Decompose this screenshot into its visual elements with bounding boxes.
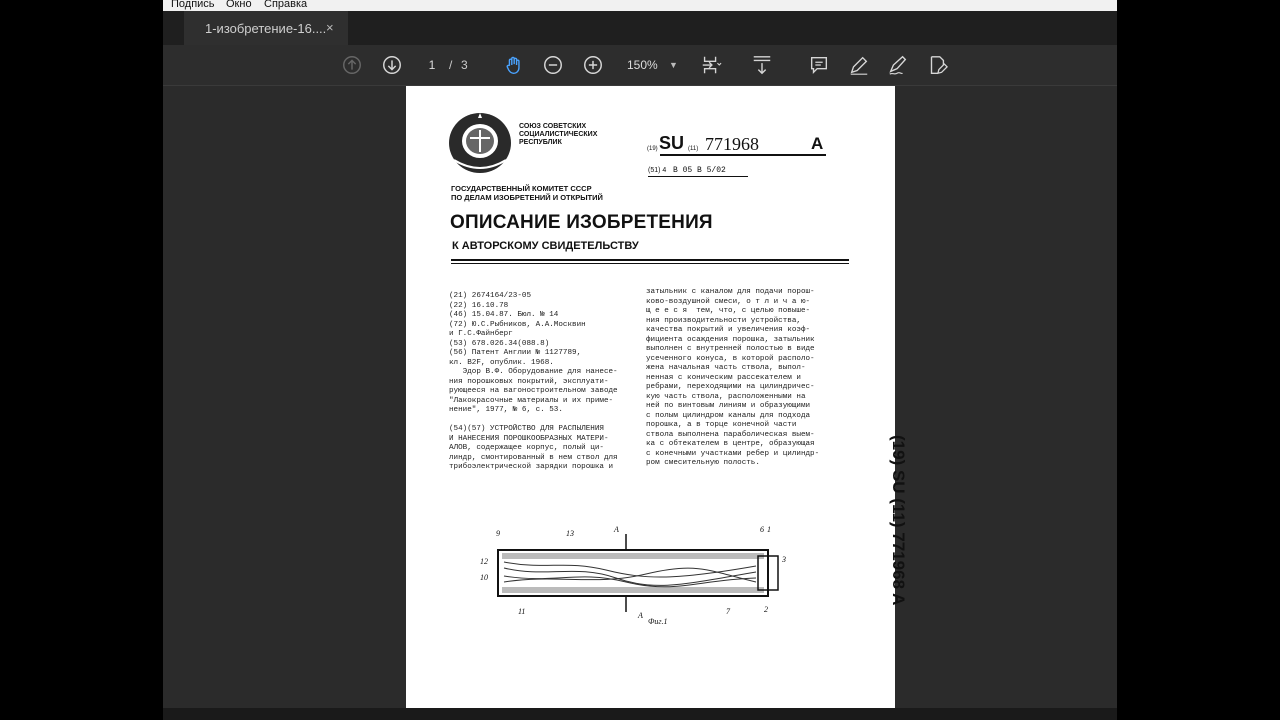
edit-pdf-icon[interactable]: [925, 53, 949, 77]
document-subtitle: К АВТОРСКОМУ СВИДЕТЕЛЬСТВУ: [452, 240, 639, 252]
figure-label-9: 9: [496, 529, 500, 538]
chevron-down-icon[interactable]: ▼: [669, 60, 678, 70]
figure-label-a-top: A: [614, 525, 619, 534]
zoom-in-icon[interactable]: [581, 53, 605, 77]
arrow-up-icon[interactable]: [340, 53, 364, 77]
ipc-class: В 05 В 5/02: [673, 166, 726, 175]
comment-icon[interactable]: [807, 53, 831, 77]
ipc-code: (51) 4: [648, 167, 667, 174]
figure-label-11: 11: [518, 607, 526, 616]
document-title: ОПИСАНИЕ ИЗОБРЕТЕНИЯ: [450, 212, 713, 233]
figure-label-3: 3: [782, 555, 786, 564]
document-tab[interactable]: [184, 11, 348, 45]
document-viewer[interactable]: [163, 86, 1117, 720]
patent-kind: A: [811, 134, 824, 153]
number-prefix: (19): [647, 146, 658, 152]
figure-label-2: 2: [764, 605, 768, 614]
number-underline: [660, 154, 826, 156]
patent-number: 771968: [705, 134, 759, 154]
hand-icon[interactable]: [502, 53, 526, 77]
download-icon[interactable]: [750, 53, 774, 77]
org-line-2: СОЦИАЛИСТИЧЕСКИХ: [519, 131, 598, 138]
org-line-1: СОЮЗ СОВЕТСКИХ: [519, 123, 587, 130]
pdf-page[interactable]: [406, 86, 908, 710]
left-text-column: (21) 2674164/23-05 (22) 16.10.78 (46) 15.04.87. Бюл. № 14 (72) Ю.С.Рыбников, А.А.Москвин и Г.С.Файнберг (53) 678.026.34(088.8) (56) Патент Англии № 1127789, кл. B2F, опублик. 1968. Эдор В.Ф. Оборудование для нанесе- ния порошковых покрытий, эксплуати- рующееся на вагоностроительном заводе "Лакокрасочные материалы и их приме- нение", 1977, № 6, с. 53. (54)(57) УСТРОЙСТВО ДЛЯ РАСПЫЛЕНИЯ И НАНЕСЕНИЯ ПОРОШКООБРАЗНЫХ МАТЕРИ- АЛОВ, содержащее корпус, полый ци- линдр, смонтированный в нем ствол для трибоэлектрической зарядки порошка и: [449, 292, 618, 471]
header-rule-thin: [451, 263, 849, 264]
toolbar: [163, 45, 1117, 86]
page-separator: /: [449, 58, 453, 72]
patent-figure: [476, 520, 806, 630]
country-code: SU: [659, 133, 685, 153]
figure-label-a-bottom: A: [638, 611, 643, 620]
taskbar: [163, 708, 1117, 720]
menu-help[interactable]: Справка: [264, 0, 308, 10]
figure-caption: Фиг.1: [648, 617, 668, 626]
figure-label-13: 13: [566, 529, 574, 538]
menu-bar: [163, 0, 1117, 11]
menu-signature[interactable]: Подпись: [171, 0, 215, 10]
number-code: (11): [688, 146, 699, 152]
tab-title: 1-изобретение-16....: [205, 21, 327, 36]
zoom-out-icon[interactable]: [541, 53, 565, 77]
pdf-reader-window: [163, 0, 1117, 720]
side-patent-number: (19) SU (11) 771968 A: [889, 435, 908, 606]
figure-label-12: 12: [480, 557, 488, 566]
figure-label-7: 7: [726, 607, 730, 616]
tab-bar: [163, 11, 1117, 45]
figure-label-1: 1: [767, 525, 771, 534]
pen-icon[interactable]: [847, 53, 871, 77]
arrow-down-icon[interactable]: [380, 53, 404, 77]
menu-window[interactable]: Окно: [226, 0, 252, 10]
close-icon[interactable]: ×: [326, 20, 334, 35]
committee-line-2: ПО ДЕЛАМ ИЗОБРЕТЕНИЙ И ОТКРЫТИЙ: [451, 193, 603, 202]
ussr-emblem-icon: [446, 110, 514, 176]
zoom-level[interactable]: 150%: [627, 58, 658, 72]
header-rule: [451, 259, 849, 261]
ipc-underline: [648, 176, 748, 177]
committee-line-1: ГОСУДАРСТВЕННЫЙ КОМИТЕТ СССР: [451, 184, 592, 193]
right-text-column: затыльник с каналом для подачи порош- ково-воздушной смеси, о т л и ч а ю- щ е е с я тем, что, с целью повыше- ния производительности устройства, качества покрытий и увеличения коэф- фициента осаждения порошка, затыльник выполнен с внутренней полостью в виде усеченного конуса, в которой располо- жена начальная часть ствола, выпол- ненная с коническим рассекателем и ребрами, переходящими на цилиндричес- кую часть ствола, расположенными на ней по винтовым линиям и образующими с полым цилиндром каналы для подхода порошка, а в торце конечной части ствола выполнена параболическая выем- ка с обтекателем в центре, образующая с конечными участками ребер и цилиндр- ром смесительную полость.: [646, 288, 820, 467]
figure-label-10: 10: [480, 573, 488, 582]
page-number-input[interactable]: 1: [428, 58, 436, 72]
figure-label-6: 6: [760, 525, 764, 534]
sign-icon[interactable]: [886, 53, 910, 77]
fit-page-icon[interactable]: [699, 53, 723, 77]
org-line-3: РЕСПУБЛИК: [519, 139, 562, 146]
page-total: 3: [461, 58, 468, 72]
